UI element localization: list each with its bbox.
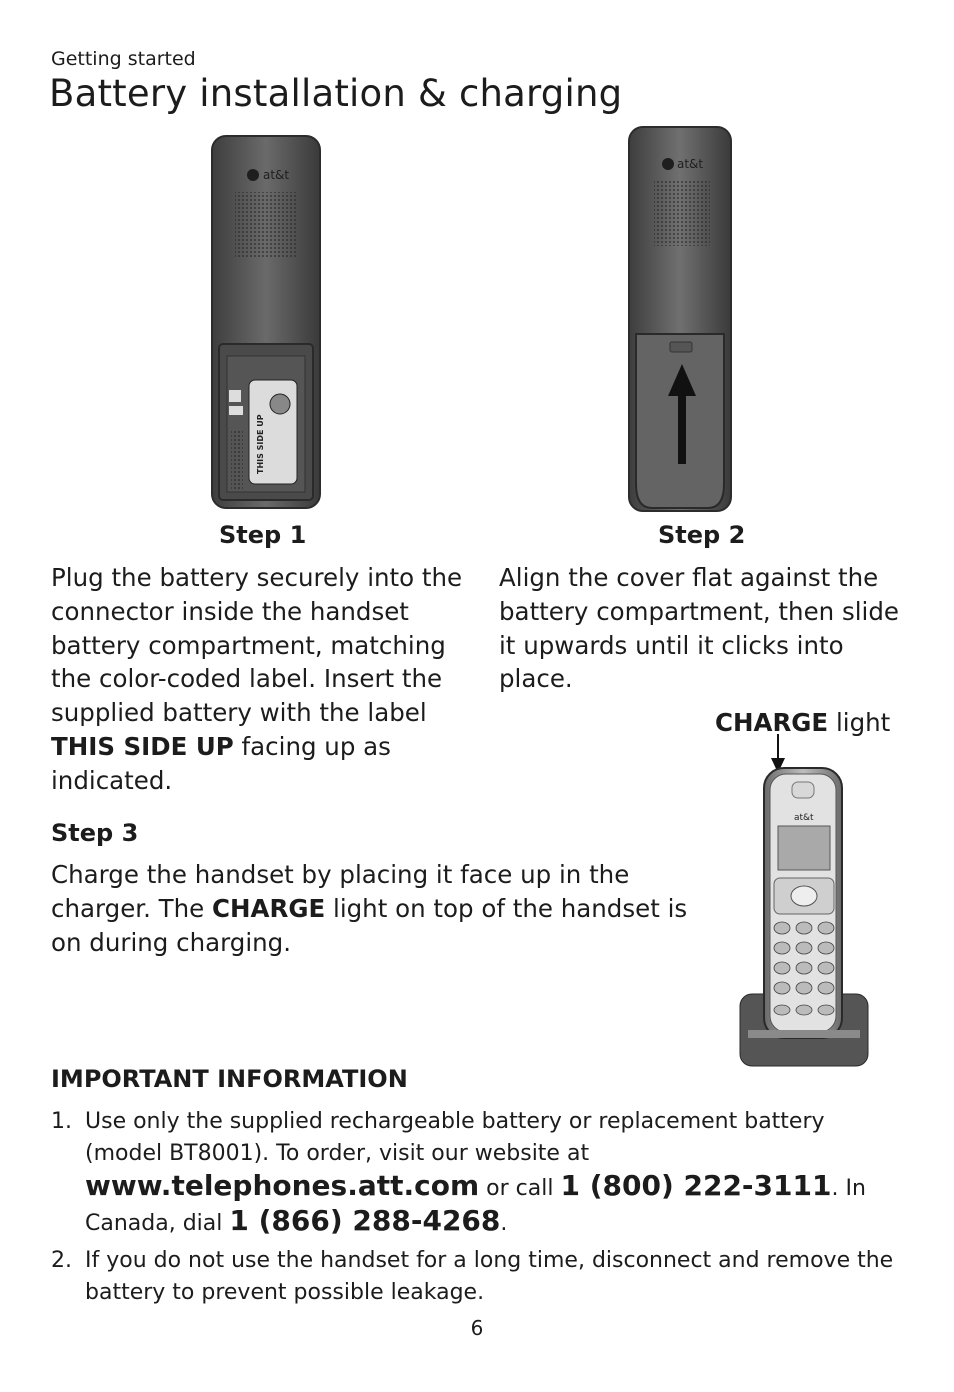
important-item-1: 1. Use only the supplied rechargeable battery or replacement battery (model BT8001). To order, visit our website at www.telephones.att.com or call 1 (800) 222-3111. In Canada, dial 1 (866) 288-4268. [51, 1109, 866, 1237]
charge-light-callout: CHARGE light [715, 708, 891, 737]
step-1-text: Plug the battery securely into the connector inside the handset battery compartment, matching the color-coded label. Insert the supplied battery with the label THIS SIDE UP facing up as indicated. [51, 563, 463, 795]
important-item-2: 2. If you do not use the handset for a long time, disconnect and remove the battery to prevent possible leakage. [51, 1248, 894, 1305]
step-1-label: Step 1 [219, 521, 307, 549]
handset-charger-image [736, 764, 872, 1070]
phone-canada: 1 (866) 288-4268 [229, 1204, 501, 1237]
section-label: Getting started [51, 48, 196, 70]
page-number: 6 [470, 1316, 484, 1340]
step-3-label: Step 3 [51, 819, 139, 847]
brand-logo-3: at&t [794, 813, 814, 823]
important-heading: IMPORTANT INFORMATION [51, 1065, 408, 1093]
brand-logo-2: at&t [677, 157, 704, 171]
phone-us: 1 (800) 222-3111 [560, 1169, 832, 1202]
page-title: Battery installation & charging [49, 72, 623, 115]
step-2-text: Align the cover flat against the battery compartment, then slide it upwards until it clicks into place. [499, 563, 899, 694]
step-2-label: Step 2 [658, 521, 746, 549]
battery-label: THIS SIDE UP [256, 414, 265, 474]
website-link[interactable]: www.telephones.att.com [85, 1169, 480, 1202]
brand-logo: at&t [263, 168, 290, 182]
handset-back-battery-image [205, 134, 327, 512]
step-3-text: Charge the handset by placing it face up in the charger. The CHARGE light on top of the handset is on during charging. [51, 860, 688, 957]
handset-cover-image [624, 124, 736, 514]
